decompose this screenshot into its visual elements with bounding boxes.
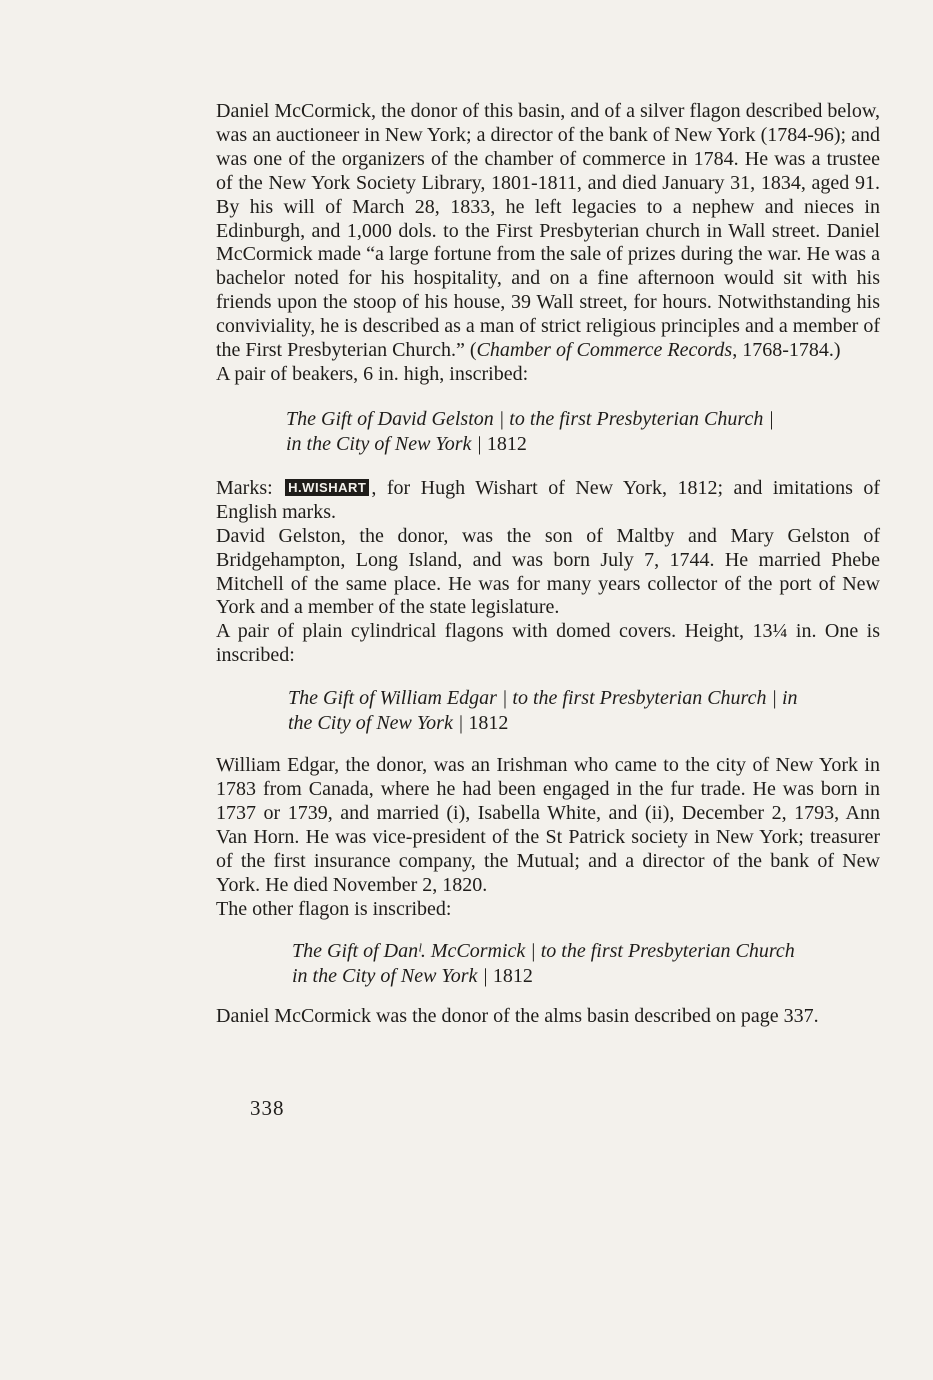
inscription-text: the City of New York | [288, 712, 464, 735]
source-title: Chamber of Commerce Records [476, 339, 733, 362]
mccormick-inscription [292, 939, 812, 989]
mccormick-biography [216, 100, 880, 363]
inscription-year: 1812 [481, 432, 527, 455]
marks-paragraph [216, 477, 880, 525]
inscription-line [292, 964, 812, 989]
other-flagon-description: The other flagon is inscribed: [216, 897, 452, 920]
beakers-description: A pair of beakers, 6 in. high, inscribed: [216, 362, 529, 385]
marks-text: , for Hugh Wishart of New York, 1812; and imitations of English marks. [216, 476, 881, 523]
inscription-year: 1812 [463, 712, 509, 735]
page-body [216, 100, 880, 1029]
inscription-year: 1812 [487, 965, 533, 988]
inscription-line: The Gift of David Gelston | to the first Presbyterian Church | [286, 407, 774, 430]
page-number: 338 [250, 1096, 285, 1120]
inscription-line [286, 432, 816, 457]
closing-note: Daniel McCormick was the donor of the alms basin described on page 337. [216, 1005, 819, 1028]
gelston-inscription [286, 407, 816, 457]
inscription-text: in the City of New York | [286, 432, 482, 455]
edgar-inscription [288, 686, 818, 736]
makers-mark-stamp: H.WISHART [285, 479, 369, 496]
inscription-text: in the City of New York | [292, 965, 488, 988]
marks-label: Marks: [216, 476, 273, 499]
inscription-line [288, 711, 818, 736]
gelston-biography: David Gelston, the donor, was the son of Maltby and Mary Gelston of Bridgehampton, Long Island, and was born July 7, 1744. He married Phebe Mitchell of the same place. He was for many years collector of the port of New York and a member of the state legislature. [216, 524, 880, 619]
source-dates: , 1768-1784.) [732, 339, 841, 362]
inscription-line: The Gift of Danˡ. McCormick | to the first Presbyterian Church [292, 940, 795, 963]
flagons-description: A pair of plain cylindrical flagons with domed covers. Height, 13¼ in. One is inscribed: [216, 620, 880, 667]
mccormick-bio-text: Daniel McCormick, the donor of this basin, and of a silver flagon described below, was an auctioneer in New York; a director of the bank of New York (1784-96); and was one of the organizers of the chamber of commerce in 1784. He was a trustee of the New York Society Library, 1801-1811, and died January 31, 1834, aged 91. By his will of March 28, 1833, he left legacies to a nephew and nieces in Edinburgh, and 1,000 dols. to the First Presbyterian church in Wall street. Daniel McCormick made “a large fortune from the sale of prizes during the war. He was a bachelor noted for his hospitality, and on a fine afternoon would sit with his friends upon the stoop of his house, 39 Wall street, for hours. Notwithstanding his conviviality, he is described as a man of strict religious principles and a member of the First Presbyterian Church.” ( [216, 100, 880, 362]
edgar-biography: William Edgar, the donor, was an Irishman who came to the city of New York in 1783 from Canada, where he had been engaged in the fur trade. He was born in 1737 or 1739, and married (i), Isabella White, and (ii), December 2, 1793, Ann Van Horn. He was vice-president of the St Patrick society in New York; treasurer of the first insurance company, the Mutual; and a director of the bank of New York. He died November 2, 1820. [216, 754, 880, 896]
inscription-line: The Gift of William Edgar | to the first Presbyterian Church | in [288, 687, 798, 710]
